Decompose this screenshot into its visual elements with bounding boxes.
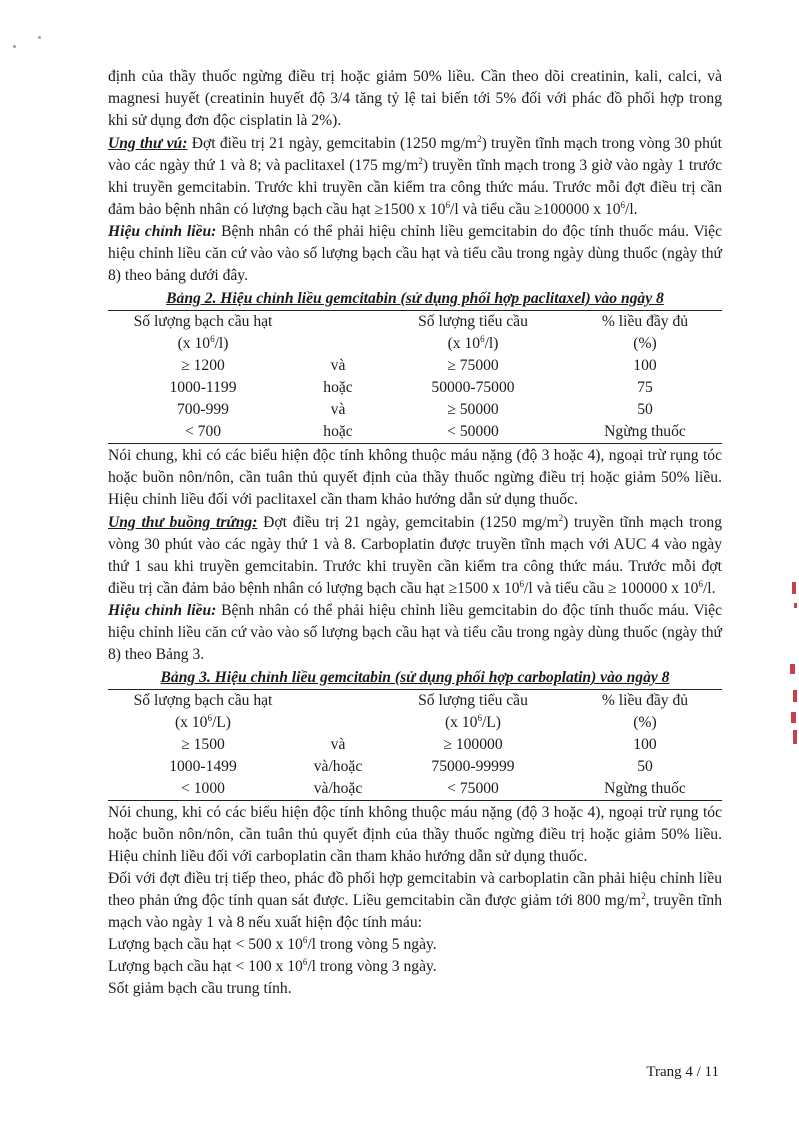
table-cell: 100 bbox=[633, 736, 657, 753]
table2-caption bbox=[108, 288, 722, 310]
margin-mark bbox=[793, 730, 797, 744]
table3-unit-platelet bbox=[378, 712, 568, 734]
table2-unit-empty bbox=[298, 333, 378, 355]
margin-mark bbox=[793, 690, 797, 702]
table-cell: < 700 bbox=[108, 421, 298, 444]
margin-mark bbox=[791, 712, 796, 723]
table2-head-platelet: Số lượng tiểu cầu bbox=[378, 311, 568, 334]
table2-head-dose: % liều đầy đủ bbox=[568, 311, 722, 334]
table-cell: 75 bbox=[637, 379, 653, 396]
margin-mark bbox=[794, 603, 797, 608]
ovarian-sup-3: 6 bbox=[698, 579, 703, 589]
table3-head-granulocyte: Số lượng bạch cầu hạt bbox=[108, 690, 298, 713]
breast-sup-2: 2 bbox=[418, 156, 423, 166]
breast-text-1: Đợt điều trị 21 ngày, gemcitabin (1250 mg/m bbox=[187, 135, 478, 152]
condition-text: Lượng bạch cầu hạt < 100 x 10 bbox=[108, 958, 303, 975]
table-cell: < 1000 bbox=[108, 778, 298, 801]
unit-text-end: /L) bbox=[211, 714, 232, 731]
condition-line-1 bbox=[108, 934, 722, 956]
next-cycle-paragraph bbox=[108, 868, 722, 934]
ovarian-text-3: /l và tiểu cầu ≥ 100000 x 10 bbox=[524, 580, 699, 597]
table-cell: và bbox=[330, 736, 346, 753]
table-row bbox=[108, 355, 722, 377]
condition-line-3: Sốt giảm bạch cầu trung tính. bbox=[108, 980, 292, 997]
table-cell: hoặc bbox=[323, 379, 353, 396]
dose-adjust-text-1: Bệnh nhân có thể phải hiệu chỉnh liều gemcitabin do độc tính thuốc máu. Việc hiệu chỉnh liều căn cứ vào vào số lượng bạch cầu hạt và tiểu cầu trong ngày dùng thuốc (ngày thứ 8) theo bảng dưới đây. bbox=[108, 223, 723, 284]
table3-unit-row bbox=[108, 712, 722, 734]
document-page bbox=[108, 66, 722, 1000]
table-cell: Ngừng thuốc bbox=[568, 778, 722, 801]
table3 bbox=[108, 689, 722, 801]
table-row bbox=[108, 399, 722, 421]
table3-caption bbox=[108, 667, 722, 689]
breast-sup-3: 6 bbox=[445, 200, 450, 210]
table3-head-dose: % liều đầy đủ bbox=[568, 690, 722, 713]
table-cell: 50 bbox=[637, 401, 653, 418]
condition-text-end: /l trong vòng 3 ngày. bbox=[307, 958, 437, 975]
table-cell: ≥ 100000 bbox=[443, 736, 503, 753]
dose-adjust-heading-2: Hiệu chỉnh liều: bbox=[108, 602, 217, 619]
table2-header-row bbox=[108, 311, 722, 334]
table-cell: 1000-1499 bbox=[169, 758, 237, 775]
table-cell: 1000-1199 bbox=[169, 379, 237, 396]
table3-label: Bảng 3. bbox=[160, 669, 211, 686]
table2-head-empty bbox=[298, 311, 378, 334]
breast-cancer-paragraph bbox=[108, 133, 722, 221]
dose-adjust-paragraph-2 bbox=[108, 600, 722, 666]
breast-cancer-heading: Ung thư vú: bbox=[108, 135, 188, 152]
table3-title: Hiệu chỉnh liều gemcitabin (sử dụng phối hợp carboplatin) vào ngày 8 bbox=[210, 669, 670, 686]
ovarian-text-2: ) truyền tĩnh mạch trong vòng 30 phút vào các ngày thứ 1 và 8. Carboplatin được truyền tĩnh mạch với AUC 4 vào ngày thứ 1 sau khi truyền gemcitabin. Trước khi truyền cần kiểm tra công thức máu. Trước mỗi đợt điều trị cần đảm bảo bệnh nhân có lượng bạch cầu hạt ≥1500 x 10 bbox=[108, 514, 722, 597]
ovarian-cancer-heading: Ung thư buồng trứng: bbox=[108, 514, 258, 531]
next-sup: 2 bbox=[641, 891, 646, 901]
table3-head-empty bbox=[298, 690, 378, 713]
unit-sup: 6 bbox=[207, 713, 212, 723]
ovarian-sup-2: 6 bbox=[519, 579, 525, 589]
next-text-1: Đối với đợt điều trị tiếp theo, phác đồ phối hợp gemcitabin và carboplatin cần phải hiệu chỉnh liều theo phản ứng độc tính quan sát được. Liều gemcitabin cần được giảm tới 800 mg/m bbox=[108, 870, 722, 909]
unit-text-end: /L) bbox=[481, 714, 502, 731]
ovarian-cancer-paragraph bbox=[108, 512, 722, 600]
ovarian-text-4: /l. bbox=[702, 580, 716, 597]
unit-sup: 6 bbox=[477, 713, 482, 723]
table-cell: và bbox=[330, 401, 346, 418]
unit-text: (x 10 bbox=[174, 714, 208, 731]
table-cell: Ngừng thuốc bbox=[568, 421, 722, 444]
table3-head-platelet: Số lượng tiểu cầu bbox=[378, 690, 568, 713]
table-cell: 700-999 bbox=[177, 401, 229, 418]
condition-sup: 6 bbox=[302, 935, 308, 945]
table2-head-granulocyte: Số lượng bạch cầu hạt bbox=[108, 311, 298, 334]
breast-sup-1: 2 bbox=[477, 134, 482, 144]
unit-sup: 6 bbox=[210, 334, 215, 344]
ovarian-text-1: Đợt điều trị 21 ngày, gemcitabin (1250 mg/m bbox=[257, 514, 559, 531]
table-cell: ≥ 1500 bbox=[181, 736, 225, 753]
table3-unit-granulocyte bbox=[108, 712, 298, 734]
nonhematologic-paragraph-1: Nói chung, khi có các biểu hiện độc tính không thuộc máu nặng (độ 3 hoặc 4), ngoại trừ rụng tóc hoặc buồn nôn/nôn, cần tuân thủ quyết định của thầy thuốc ngừng điều trị hoặc giảm 50% liều. Hiệu chỉnh liều đối với paclitaxel cần tham khảo hướng dẫn sử dụng thuốc. bbox=[108, 447, 722, 508]
table2-unit-dose: (%) bbox=[633, 335, 657, 352]
table-cell: và bbox=[330, 357, 346, 374]
table-cell: và/hoặc bbox=[298, 778, 378, 801]
scan-speck bbox=[13, 45, 16, 48]
table-cell: hoặc bbox=[298, 421, 378, 444]
table-row bbox=[108, 734, 722, 756]
unit-text: (x 10 bbox=[447, 335, 481, 352]
table2-label: Bảng 2. bbox=[166, 290, 217, 307]
dose-adjust-text-2: Bệnh nhân có thể phải hiệu chỉnh liều gemcitabin do độc tính thuốc máu. Việc hiệu chỉnh liều căn cứ vào vào số lượng bạch cầu hạt và tiểu cầu trong ngày dùng thuốc (ngày thứ 8) theo Bảng 3. bbox=[108, 602, 723, 663]
table-cell: ≥ 1200 bbox=[181, 357, 225, 374]
unit-text-end: /l) bbox=[484, 335, 499, 352]
table2 bbox=[108, 310, 722, 444]
dose-adjust-heading-1: Hiệu chỉnh liều: bbox=[108, 223, 217, 240]
condition-line-2 bbox=[108, 956, 722, 978]
breast-text-2: ) truyền tĩnh mạch trong vòng 30 phút vào các ngày thứ 1 và 8; và paclitaxel (175 mg/m bbox=[108, 135, 722, 174]
table-cell: và/hoặc bbox=[313, 758, 363, 775]
nonhematologic-paragraph-2: Nói chung, khi có các biểu hiện độc tính không thuộc máu nặng (độ 3 hoặc 4), ngoại trừ rụng tóc hoặc buồn nôn/nôn, cần tuân thủ quyết định của thầy thuốc ngừng điều trị hoặc giảm 50% liều. Hiệu chỉnh liều đối với carboplatin cần tham khảo hướng dẫn sử dụng thuốc. bbox=[108, 804, 722, 865]
scan-speck bbox=[38, 36, 41, 39]
next-text-2: , truyền tĩnh mạch vào ngày 1 và 8 nếu xuất hiện độc tính máu: bbox=[108, 892, 723, 931]
page-number: Trang 4 / 11 bbox=[646, 1064, 719, 1080]
margin-mark bbox=[790, 664, 795, 674]
table-cell: 50 bbox=[637, 758, 653, 775]
condition-text-end: /l trong vòng 5 ngày. bbox=[307, 936, 437, 953]
table-cell: ≥ 50000 bbox=[447, 401, 499, 418]
table-cell: < 75000 bbox=[378, 778, 568, 801]
condition-text: Lượng bạch cầu hạt < 500 x 10 bbox=[108, 936, 303, 953]
table3-header-row bbox=[108, 690, 722, 713]
breast-text-3: ) truyền tĩnh mạch trong 3 giờ vào ngày 1 trước khi truyền gemcitabin. Trước khi truyền cần kiểm tra công thức máu. Trước mỗi đợt điều trị cần đảm bảo bệnh nhân có lượng bạch cầu hạt ≥1500 x 10 bbox=[108, 157, 722, 218]
table2-unit-row bbox=[108, 333, 722, 355]
breast-sup-4: 6 bbox=[620, 200, 626, 210]
table3-unit-dose: (%) bbox=[633, 714, 657, 731]
intro-paragraph: định của thầy thuốc ngừng điều trị hoặc giảm 50% liều. Cần theo dõi creatinin, kali, calci, và magnesi huyết (creatinin huyết độ 3/4 tăng tỷ lệ tai biến tới 5% đối với phác đồ phối hợp trong khi sử dụng đơn độc cisplatin là 2%). bbox=[108, 68, 722, 129]
table-row bbox=[108, 778, 722, 801]
table-cell: ≥ 75000 bbox=[447, 357, 499, 374]
table2-unit-granulocyte bbox=[108, 333, 298, 355]
unit-sup: 6 bbox=[480, 334, 485, 344]
margin-mark bbox=[792, 582, 796, 594]
table-row bbox=[108, 756, 722, 778]
table-row bbox=[108, 377, 722, 399]
table-cell: 75000-99999 bbox=[431, 758, 515, 775]
table3-unit-empty bbox=[298, 712, 378, 734]
table-row bbox=[108, 421, 722, 444]
unit-text-end: /l) bbox=[214, 335, 229, 352]
breast-text-4: /l và tiểu cầu ≥100000 x 10 bbox=[449, 201, 621, 218]
ovarian-sup-1: 2 bbox=[558, 513, 564, 523]
dose-adjust-paragraph-1 bbox=[108, 221, 722, 287]
table-cell: < 50000 bbox=[378, 421, 568, 444]
breast-text-5: /l. bbox=[625, 201, 638, 218]
unit-text: (x 10 bbox=[177, 335, 211, 352]
table2-title: Hiệu chỉnh liều gemcitabin (sử dụng phối hợp paclitaxel) vào ngày 8 bbox=[216, 290, 664, 307]
condition-sup: 6 bbox=[302, 957, 308, 967]
unit-text: (x 10 bbox=[444, 714, 478, 731]
table-cell: 100 bbox=[633, 357, 657, 374]
table2-unit-platelet bbox=[378, 333, 568, 355]
table-cell: 50000-75000 bbox=[431, 379, 515, 396]
